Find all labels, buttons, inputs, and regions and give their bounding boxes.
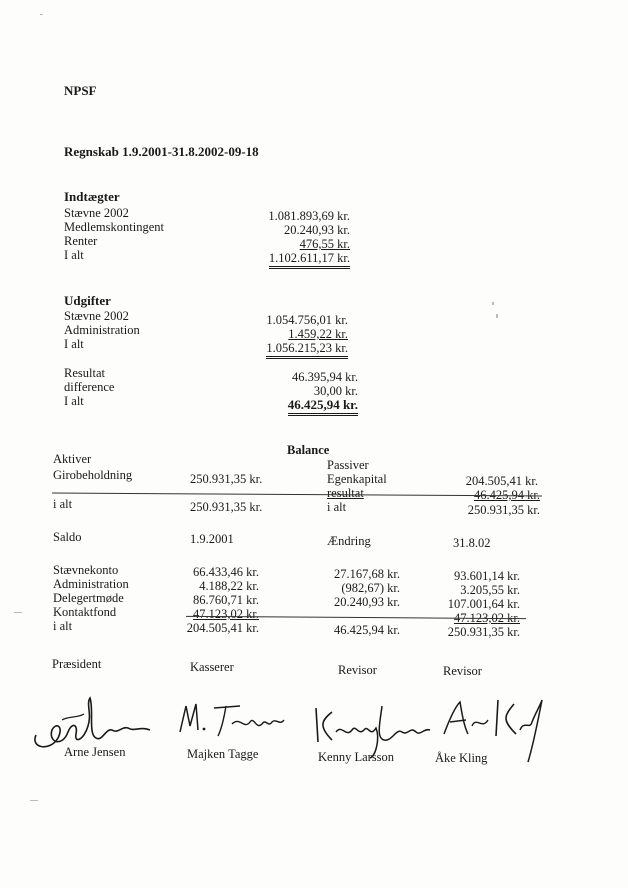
income-value: 20.240,93 kr. [284, 223, 350, 237]
scan-speck [496, 314, 498, 318]
expense-values [240, 313, 348, 355]
liabilities-heading: Passiver [327, 458, 369, 472]
income-total: 1.102.611,17 kr. [269, 251, 350, 269]
saldo-change-values [300, 567, 400, 637]
assets-total-value: 250.931,35 kr. [190, 500, 263, 514]
saldo-start-value: 86.760,71 kr. [193, 593, 259, 607]
expense-labels [64, 309, 140, 351]
result-label: difference [64, 380, 115, 394]
equity-value: 204.505,41 kr. [465, 474, 538, 488]
saldo-end-total: 250.931,35 kr. [447, 625, 520, 639]
saldo-label: Stævnekonto [53, 563, 119, 577]
role-auditor-1: Revisor [338, 663, 377, 677]
giro-value: 250.931,35 kr. [190, 472, 263, 486]
income-value: 476,55 kr. [299, 237, 350, 251]
result-label: Resultat [64, 366, 105, 380]
scan-speck [492, 302, 494, 305]
income-label: Medlemskontingent [64, 220, 164, 234]
saldo-start-value: 47.123,02 kr. [193, 607, 259, 621]
balance-heading: Balance [287, 443, 330, 457]
saldo-start-value: 66.433,46 kr. [193, 565, 259, 579]
saldo-label: Delegertmøde [53, 591, 124, 605]
expense-label: Stævne 2002 [64, 309, 129, 323]
name-majken-tagge: Majken Tagge [187, 747, 259, 761]
scan-speck [30, 800, 38, 801]
expense-total: 1.056.215,23 kr. [266, 341, 348, 359]
org-name: NPSF [64, 83, 97, 98]
name-ake-kling: Åke Kling [435, 751, 488, 765]
saldo-labels [53, 563, 129, 633]
saldo-change-value: 20.240,93 kr. [334, 595, 400, 609]
saldo-start-total: 204.505,41 kr. [186, 621, 259, 635]
saldo-start-header: 1.9.2001 [190, 532, 234, 546]
result-value-balance: 46.425,94 kr. [474, 488, 540, 502]
name-kenny-larsson: Kenny Larsson [318, 750, 395, 764]
saldo-label: i alt [53, 619, 73, 633]
income-label: Stævne 2002 [64, 206, 129, 220]
saldo-change-total: 46.425,94 kr. [334, 623, 400, 637]
saldo-change-header: Ændring [327, 534, 371, 548]
income-labels [64, 206, 164, 262]
saldo-label: Administration [53, 577, 129, 591]
liabilities-total-value: 250.931,35 kr. [467, 503, 540, 517]
assets-total-label: i alt [53, 497, 73, 511]
income-label: Renter [64, 234, 98, 248]
giro-label: Girobeholdning [53, 468, 133, 482]
scan-speck [14, 612, 22, 613]
equity-label: Egenkapital [327, 472, 387, 486]
role-treasurer: Kasserer [190, 660, 234, 674]
income-values [240, 209, 350, 265]
expense-label: I alt [64, 337, 84, 351]
income-heading: Indtægter [64, 189, 120, 204]
saldo-end-header: 31.8.02 [453, 536, 491, 550]
document-title: Regnskab 1.9.2001-31.8.2002-09-18 [64, 144, 259, 159]
result-labels [64, 366, 114, 408]
role-auditor-2: Revisor [443, 664, 482, 678]
saldo-change-value: (982,67) kr. [341, 581, 400, 595]
expense-value: 1.459,22 kr. [288, 327, 348, 341]
signature-majken-tagge [170, 696, 290, 746]
scan-speck [40, 14, 43, 15]
result-value: 30,00 kr. [313, 384, 358, 398]
expense-value: 1.054.756,01 kr. [266, 313, 348, 327]
saldo-header: Saldo [53, 530, 82, 544]
result-value: 46.395,94 kr. [292, 370, 358, 384]
liabilities-total-label: i alt [327, 500, 347, 514]
saldo-change-value: 27.167,68 kr. [334, 567, 400, 581]
assets-heading: Aktiver [53, 452, 92, 466]
role-president: Præsident [52, 657, 102, 671]
result-values [240, 370, 358, 412]
expenses-heading: Udgifter [64, 293, 111, 308]
result-label-balance: resultat [327, 486, 364, 500]
saldo-start-value: 4.188,22 kr. [199, 579, 259, 593]
saldo-end-values [430, 569, 520, 639]
saldo-end-value: 47.123,02 kr. [454, 611, 520, 625]
saldo-end-value: 93.601,14 kr. [454, 569, 520, 583]
saldo-start-values [176, 565, 259, 635]
income-value: 1.081.893,69 kr. [268, 209, 350, 223]
result-label: I alt [64, 394, 84, 408]
income-label: I alt [64, 248, 84, 262]
saldo-end-value: 3.205,55 kr. [460, 583, 520, 597]
saldo-end-value: 107.001,64 kr. [447, 597, 520, 611]
result-total: 46.425,94 kr. [288, 397, 358, 416]
name-arne-jensen: Arne Jensen [64, 745, 126, 759]
saldo-label: Kontaktfond [53, 605, 117, 619]
expense-label: Administration [64, 323, 140, 337]
